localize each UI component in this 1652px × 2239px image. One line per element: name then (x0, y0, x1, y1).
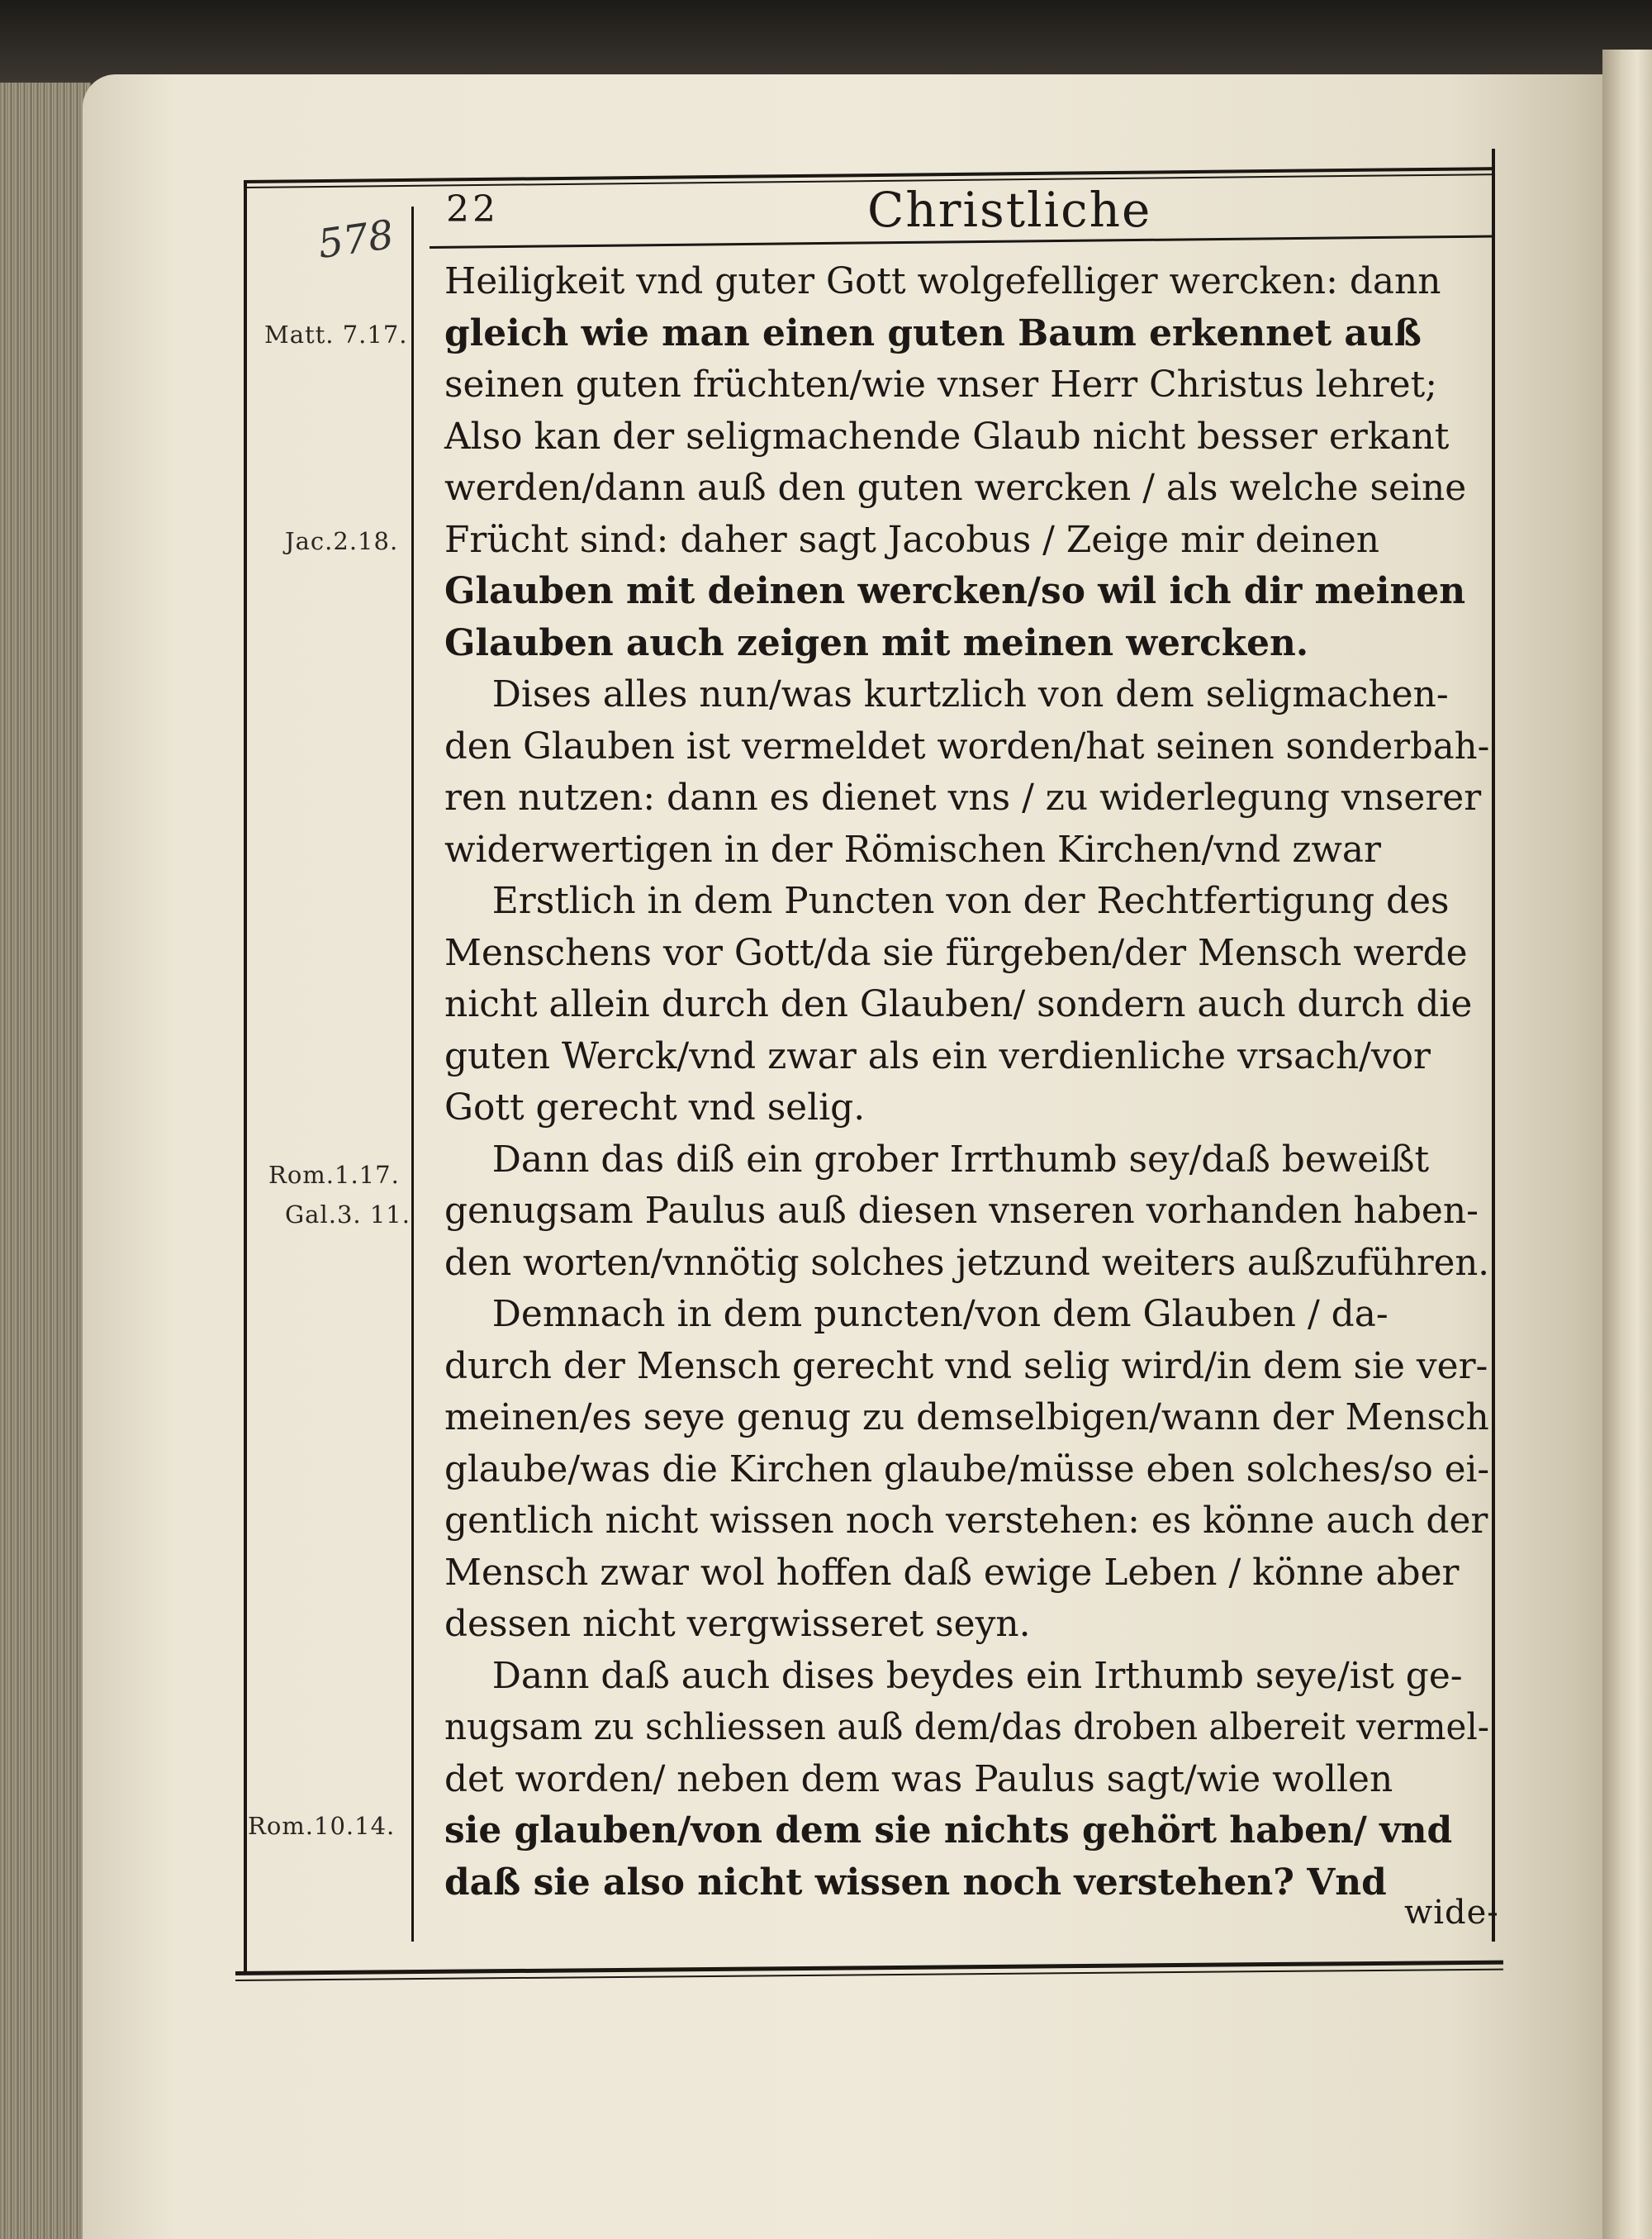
text-line: nicht allein durch den Glauben/ sondern auch durch die (444, 983, 1473, 1025)
text-line: Gott gerecht vnd selig. (444, 1086, 866, 1129)
margin-column-rule (411, 207, 414, 1942)
text-line: Dann das diß ein grober Irrthumb sey/daß beweißt (491, 1138, 1430, 1181)
text-line: Glauben auch zeigen mit meinen wercken. (444, 621, 1309, 664)
running-title: Christliche (867, 182, 1152, 238)
text-line: glaube/was die Kirchen glaube/müsse eben solches/so ei- (444, 1448, 1490, 1490)
text-line: Glauben mit deinen wercken/so wil ich dir meinen (444, 570, 1466, 612)
left-border-rule (244, 180, 247, 1975)
page-edges (0, 83, 91, 2239)
text-line: genugsam Paulus auß diesen vnseren vorhanden haben- (444, 1190, 1479, 1232)
facing-page-edge (1602, 50, 1652, 2239)
text-line: nugsam zu schliessen auß dem/das droben albereit vermel- (444, 1706, 1489, 1748)
text-line: Dann daß auch dises beydes ein Irthumb seye/ist ge- (491, 1654, 1463, 1697)
margin-note: Rom.10.14. (248, 1812, 396, 1840)
margin-note: Matt. 7.17. (264, 321, 408, 349)
margin-note: Jac.2.18. (285, 527, 399, 555)
text-line: guten Werck/vnd zwar als ein verdienliche vrsach/vor (444, 1034, 1431, 1077)
text-line: Erstlich in dem Puncten von der Rechtfertigung des (491, 880, 1450, 922)
handwritten-folio: 578 (315, 211, 397, 269)
body-text (444, 256, 1493, 1909)
text-line: den worten/vnnötig solches jetzund weiters außzuführen. (444, 1241, 1489, 1284)
text-line: sie glauben/von dem sie nichts gehört haben/ vnd (444, 1809, 1453, 1852)
text-line: Heiligkeit vnd guter Gott wolgefelliger wercken: dann (444, 260, 1441, 302)
text-line: dessen nicht vergwisseret seyn. (444, 1603, 1031, 1645)
margin-note: Rom.1.17. (268, 1161, 400, 1189)
text-line: Mensch zwar wol hoffen daß ewige Leben / könne aber (444, 1551, 1460, 1594)
text-line: werden/dann auß den guten wercken / als welche seine (444, 467, 1467, 509)
text-line: den Glauben ist vermeldet worden/hat seinen sonderbah- (444, 725, 1490, 768)
text-line: widerwertigen in der Römischen Kirchen/vnd zwar (444, 828, 1382, 871)
text-line: daß sie also nicht wissen noch verstehen? Vnd (444, 1861, 1387, 1904)
text-line: Menschens vor Gott/da sie fürgeben/der Mensch werde (444, 931, 1468, 974)
text-line: ren nutzen: dann es dienet vns / zu widerlegung vnserer (444, 777, 1482, 819)
text-line: Frücht sind: daher sagt Jacobus / Zeige mir deinen (444, 518, 1379, 561)
text-line: meinen/es seye genug zu demselbigen/wann der Mensch (444, 1396, 1489, 1438)
text-line: Demnach in dem puncten/von dem Glauben / da- (491, 1293, 1389, 1335)
text-line: seinen guten früchten/wie vnser Herr Christus lehret; (444, 364, 1438, 406)
text-line: gentlich nicht wissen noch verstehen: es könne auch der (444, 1500, 1488, 1542)
text-line: Also kan der seligmachende Glaub nicht besser erkant (444, 415, 1450, 458)
text-line: durch der Mensch gerecht vnd selig wird/in dem sie ver- (444, 1344, 1488, 1387)
text-line: gleich wie man einen guten Baum erkennet auß (444, 311, 1422, 354)
text-line: det worden/ neben dem was Paulus sagt/wie wollen (444, 1757, 1393, 1800)
margin-note: Gal.3. 11. (285, 1200, 411, 1229)
text-line: Dises alles nun/was kurtzlich von dem seligmachen- (491, 673, 1449, 715)
page-number: 22 (446, 188, 499, 231)
catchword: wide- (1404, 1894, 1499, 1932)
